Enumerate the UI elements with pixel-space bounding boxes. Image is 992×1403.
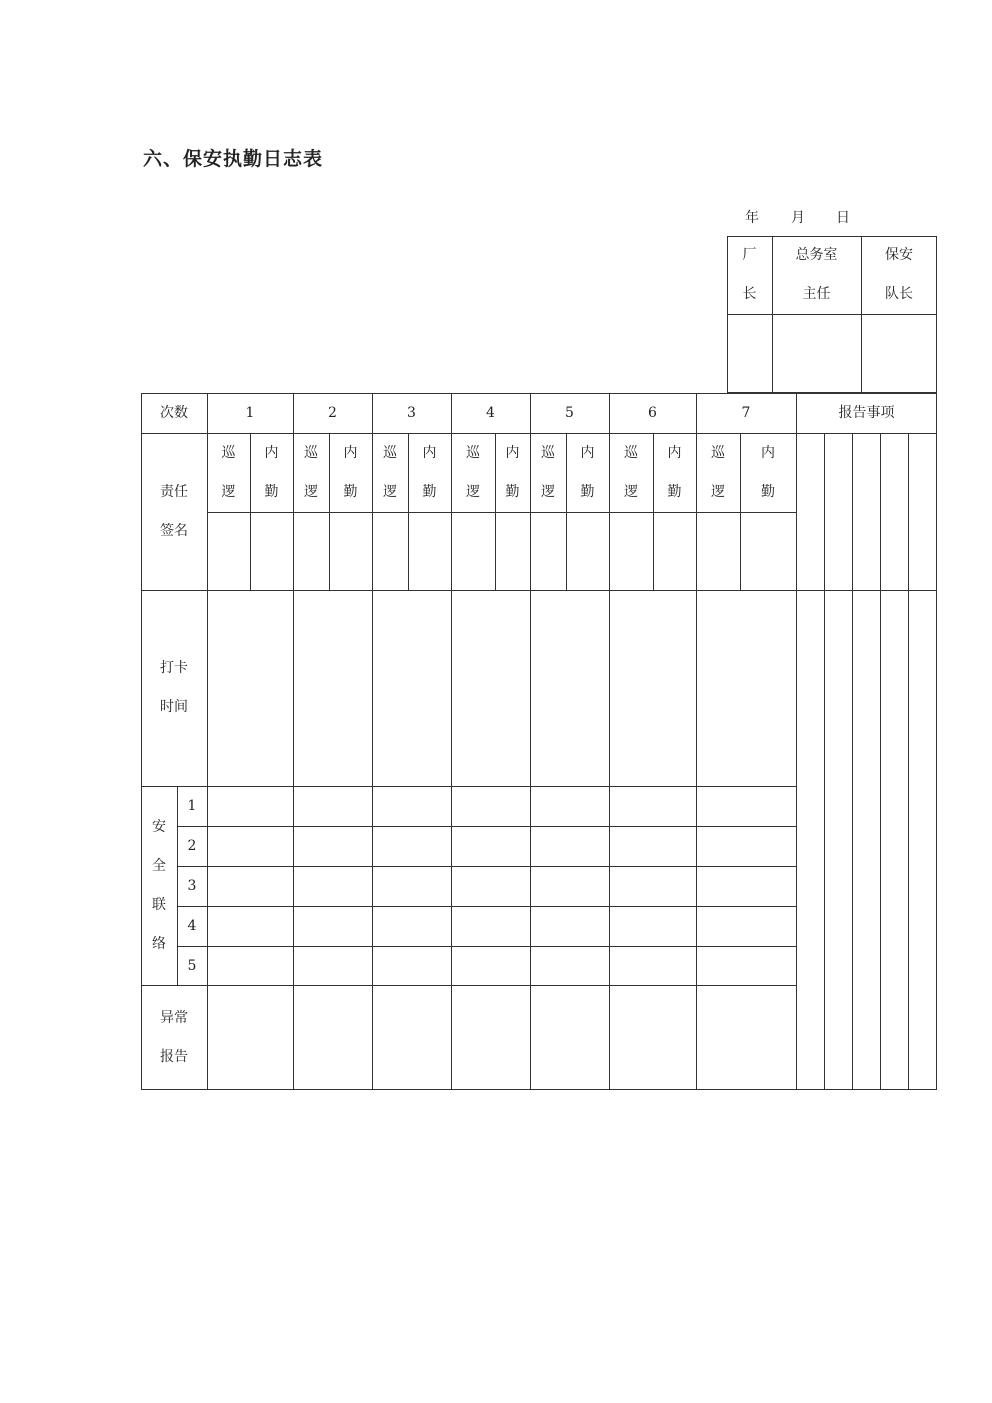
responsibility-signature-label: 责任 签名 [160,483,188,539]
report-items-header: 报告事项 [838,404,895,421]
contact-row-number-1: 1 [187,797,197,814]
round-2-internal-header: 内 勤 [343,444,358,500]
round-1-internal-header: 内 勤 [264,444,279,500]
round-5-clock-time-field[interactable] [530,590,609,786]
round-5-patrol-header: 巡 逻 [541,444,555,500]
round-4-patrol-sign-field[interactable] [451,512,495,590]
duty-log-table [141,393,937,1090]
round-4-internal-header: 内 勤 [505,444,520,500]
round-3-internal-header: 内 勤 [422,444,437,500]
round-1-clock-time-field[interactable] [207,590,293,786]
round-header-1: 1 [245,404,255,421]
round-header-6: 6 [648,404,657,421]
abnormal-report-label: 异常 报告 [160,1009,188,1065]
contact-row-number-4: 4 [187,917,197,934]
approval-signature-box [727,236,937,393]
sign-field-security-captain[interactable] [861,314,937,393]
approval-security-captain: 保安 队长 [885,247,913,302]
round-2-clock-time-field[interactable] [293,590,372,786]
times-header: 次数 [160,404,188,421]
round-2-patrol-sign-field[interactable] [293,512,329,590]
round-5-internal-header: 内 勤 [580,444,595,500]
round-4-internal-sign-field[interactable] [495,512,530,590]
sign-field-factory-director[interactable] [727,314,772,393]
round-7-clock-time-field[interactable] [696,590,796,786]
round-3-patrol-sign-field[interactable] [372,512,408,590]
round-2-internal-sign-field[interactable] [329,512,372,590]
round-2-patrol-header: 巡 逻 [304,444,318,500]
date-month-label: 月 [791,210,805,226]
round-7-internal-header: 内 勤 [761,444,775,500]
round-1-internal-sign-field[interactable] [250,512,293,590]
round-3-clock-time-field[interactable] [372,590,451,786]
round-3-patrol-header: 巡 逻 [383,444,397,500]
round-6-internal-header: 内 勤 [667,444,682,500]
round-header-2: 2 [328,404,337,421]
round-5-internal-sign-field[interactable] [566,512,609,590]
round-4-patrol-header: 巡 逻 [466,444,480,500]
approval-general-office-head: 总务室 主任 [795,247,838,302]
round-header-7: 7 [741,404,751,421]
round-6-patrol-sign-field[interactable] [609,512,653,590]
approval-factory-director: 厂 长 [742,247,757,302]
clock-time-label: 打卡 时间 [160,660,188,715]
contact-row-number-2: 2 [187,837,197,854]
round-7-patrol-header: 巡 逻 [711,444,725,500]
round-7-patrol-sign-field[interactable] [696,512,740,590]
round-1-patrol-header: 巡 逻 [221,444,236,500]
round-header-3: 3 [407,404,416,421]
round-1-patrol-sign-field[interactable] [207,512,250,590]
contact-row-number-5: 5 [187,957,197,974]
round-header-4: 4 [486,404,495,421]
round-6-internal-sign-field[interactable] [653,512,696,590]
contact-row-number-3: 3 [187,877,197,894]
date-year-label: 年 [745,210,759,226]
page-title: 六、保安执勤日志表 [143,148,324,170]
round-5-patrol-sign-field[interactable] [530,512,566,590]
date-day-label: 日 [836,210,850,226]
safety-contact-label: 安 全 联 络 [152,818,166,952]
round-4-clock-time-field[interactable] [451,590,530,786]
round-3-internal-sign-field[interactable] [408,512,451,590]
round-6-clock-time-field[interactable] [609,590,696,786]
round-7-internal-sign-field[interactable] [740,512,796,590]
round-header-5: 5 [565,404,574,421]
sign-field-general-office-head[interactable] [772,314,861,393]
round-6-patrol-header: 巡 逻 [624,444,638,500]
